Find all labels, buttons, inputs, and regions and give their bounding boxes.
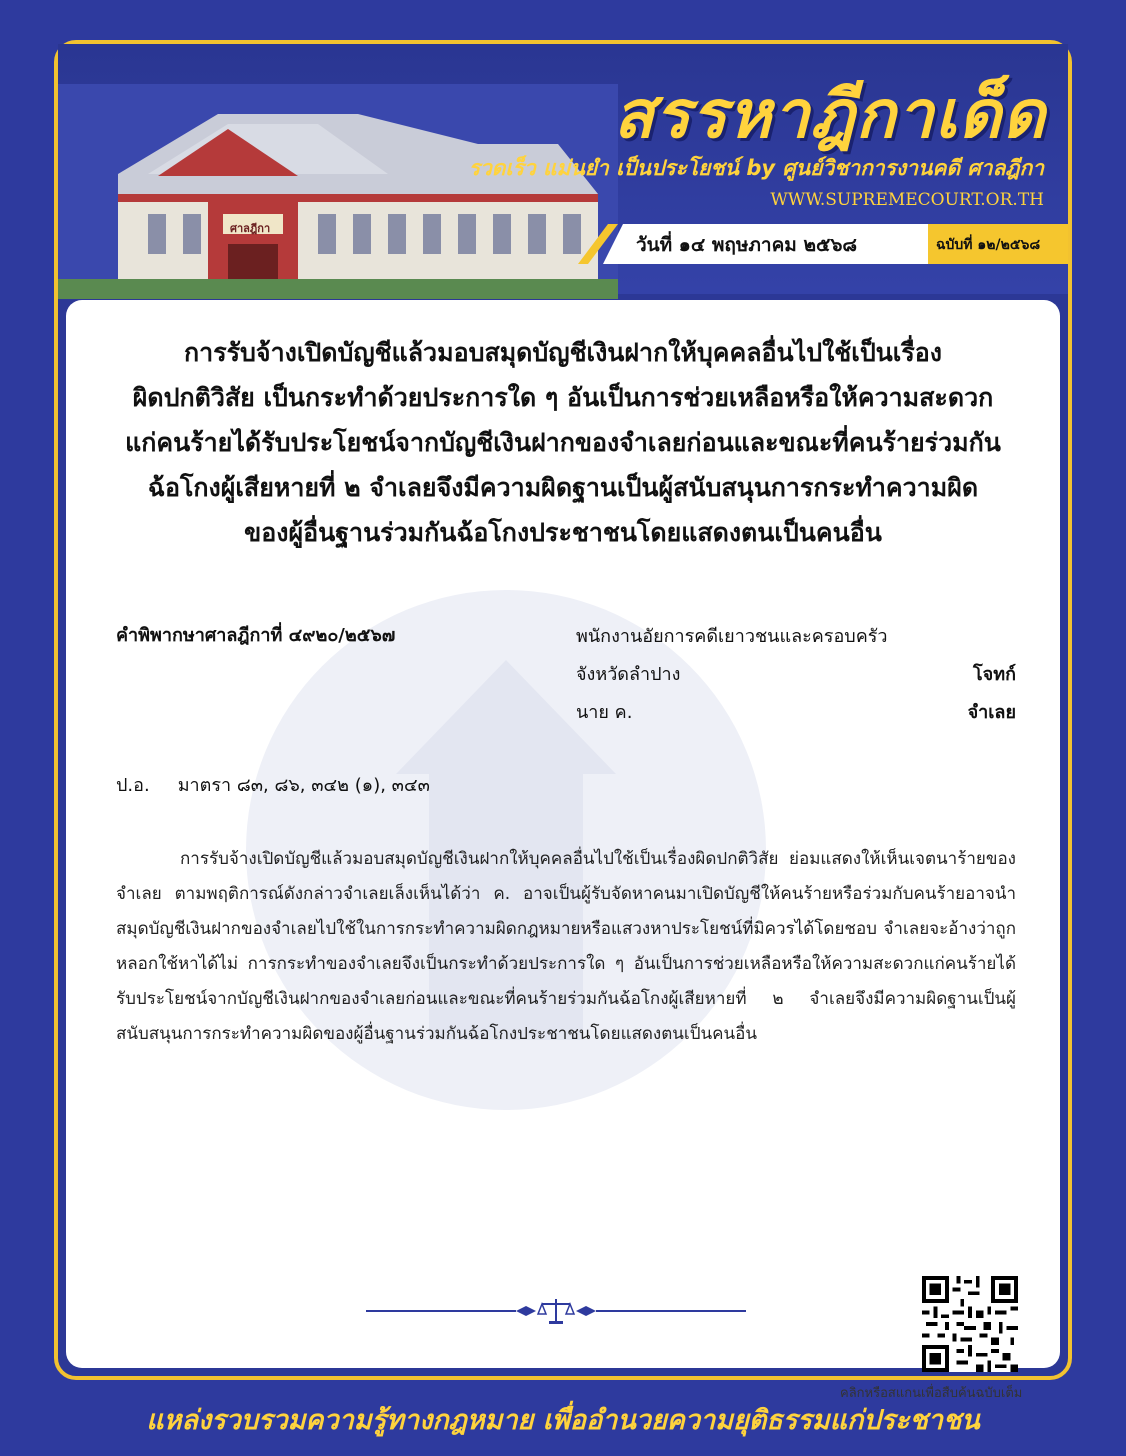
footer-slogan: แหล่งรวบรวมความรู้ทางกฎหมาย เพื่ออำนวยความยุติธรรมแก่ประชาชน: [146, 1405, 980, 1436]
header-banner: [58, 44, 1068, 294]
plaintiff-line2-row: [576, 656, 1016, 694]
document-paper: [66, 300, 1060, 1401]
parties: [576, 618, 1016, 732]
headline-line: ผิดปกติวิสัย เป็นกระทำด้วยประการใด ๆ อันเป็นการช่วยเหลือหรือให้ความสะดวก: [132, 383, 994, 412]
plaintiff-role: โจทก์: [973, 664, 1016, 685]
headline-line: ฉ้อโกงผู้เสียหายที่ ๒ จำเลยจึงมีความผิดฐานเป็นผู้สนับสนุนการกระทำความผิด: [147, 473, 979, 502]
headline: [106, 330, 1020, 555]
headline-line: แก่คนร้ายได้รับประโยชน์จากบัญชีเงินฝากของจำเลยก่อนและขณะที่คนร้ายร่วมกัน: [125, 428, 1001, 457]
defendant-name: นาย ค.: [576, 702, 633, 723]
brand-tagline: รวดเร็ว แม่นยำ เป็นประโยชน์ by ศูนย์วิชาการงานคดี ศาลฎีกา: [468, 156, 1044, 180]
brand-title: สรรหาฎีกาเด็ด: [613, 76, 1046, 153]
plaintiff-name: พนักงานอัยการคดีเยาวชนและครอบครัว: [576, 626, 888, 647]
defendant-role: จำเลย: [967, 702, 1016, 723]
plaintiff-province: จังหวัดลำปาง: [576, 664, 681, 685]
supreme-court-building-illustration: [58, 84, 618, 299]
issue-number: ฉบับที่ ๑๒/๒๕๖๘: [936, 237, 1041, 253]
case-number: คำพิพากษาศาลฎีกาที่ ๔๙๒๐/๒๕๖๗: [116, 625, 396, 646]
law-reference: [116, 770, 430, 799]
law-code: ป.อ.: [116, 775, 150, 796]
page-frame: [54, 40, 1072, 1401]
building-sign-text: ศาลฎีกา: [230, 222, 271, 235]
issue-date: วันที่ ๑๔ พฤษภาคม ๒๕๖๘: [636, 234, 858, 256]
defendant-row: [576, 694, 1016, 732]
qr-caption: คลิกหรือสแกนเพื่อสืบค้นฉบับเต็ม: [840, 1386, 1023, 1401]
scales-of-justice-icon: [366, 1296, 746, 1326]
headline-line: ของผู้อื่นฐานร่วมกันฉ้อโกงประชาชนโดยแสดงตนเป็นคนอื่น: [244, 518, 882, 547]
summary-paragraph: การรับจ้างเปิดบัญชีแล้วมอบสมุดบัญชีเงินฝากให้บุคคลอื่นไปใช้เป็นเรื่องผิดปกติวิสัย ย่อมแสดงให้เห็นเจตนาร้ายของจำเลย ตามพฤติการณ์ดังกล่าวจำเลยเล็งเห็นได้ว่า ค. อาจเป็นผู้รับจัดหาคนมาเปิดบัญชีให้คนร้ายหรือร่วมกับคนร้ายอาจนำสมุดบัญชีเงินฝากของจำเลยไปใช้ในการกระทำความผิดกฎหมายหรือแสวงหาประโยชน์ที่มิควรได้โดยชอบ จำเลยจะอ้างว่าถูกหลอกใช้หาได้ไม่ การกระทำของจำเลยจึงเป็นกระทำด้วยประการใด ๆ อันเป็นการช่วยเหลือหรือให้ความสะดวกแก่คนร้ายได้รับประโยชน์จากบัญชีเงินฝากของจำเลยก่อนและขณะที่คนร้ายร่วมกันฉ้อโกงผู้เสียหายที่ ๒ จำเลยจึงมีความผิดฐานเป็นผู้สนับสนุนการกระทำความผิดของผู้อื่นฐานร่วมกันฉ้อโกงประชาชนโดยแสดงตนเป็นคนอื่น: [116, 849, 1016, 1044]
plaintiff-line1-row: [576, 618, 1016, 656]
law-sections: มาตรา ๘๓, ๘๖, ๓๔๒ (๑), ๓๔๓: [177, 775, 430, 796]
qr-code-icon[interactable]: [922, 1276, 1018, 1372]
headline-line: การรับจ้างเปิดบัญชีแล้วมอบสมุดบัญชีเงินฝากให้บุคคลอื่นไปใช้เป็นเรื่อง: [184, 338, 942, 367]
website-link[interactable]: WWW.SUPREMECOURT.OR.TH: [770, 190, 1044, 210]
